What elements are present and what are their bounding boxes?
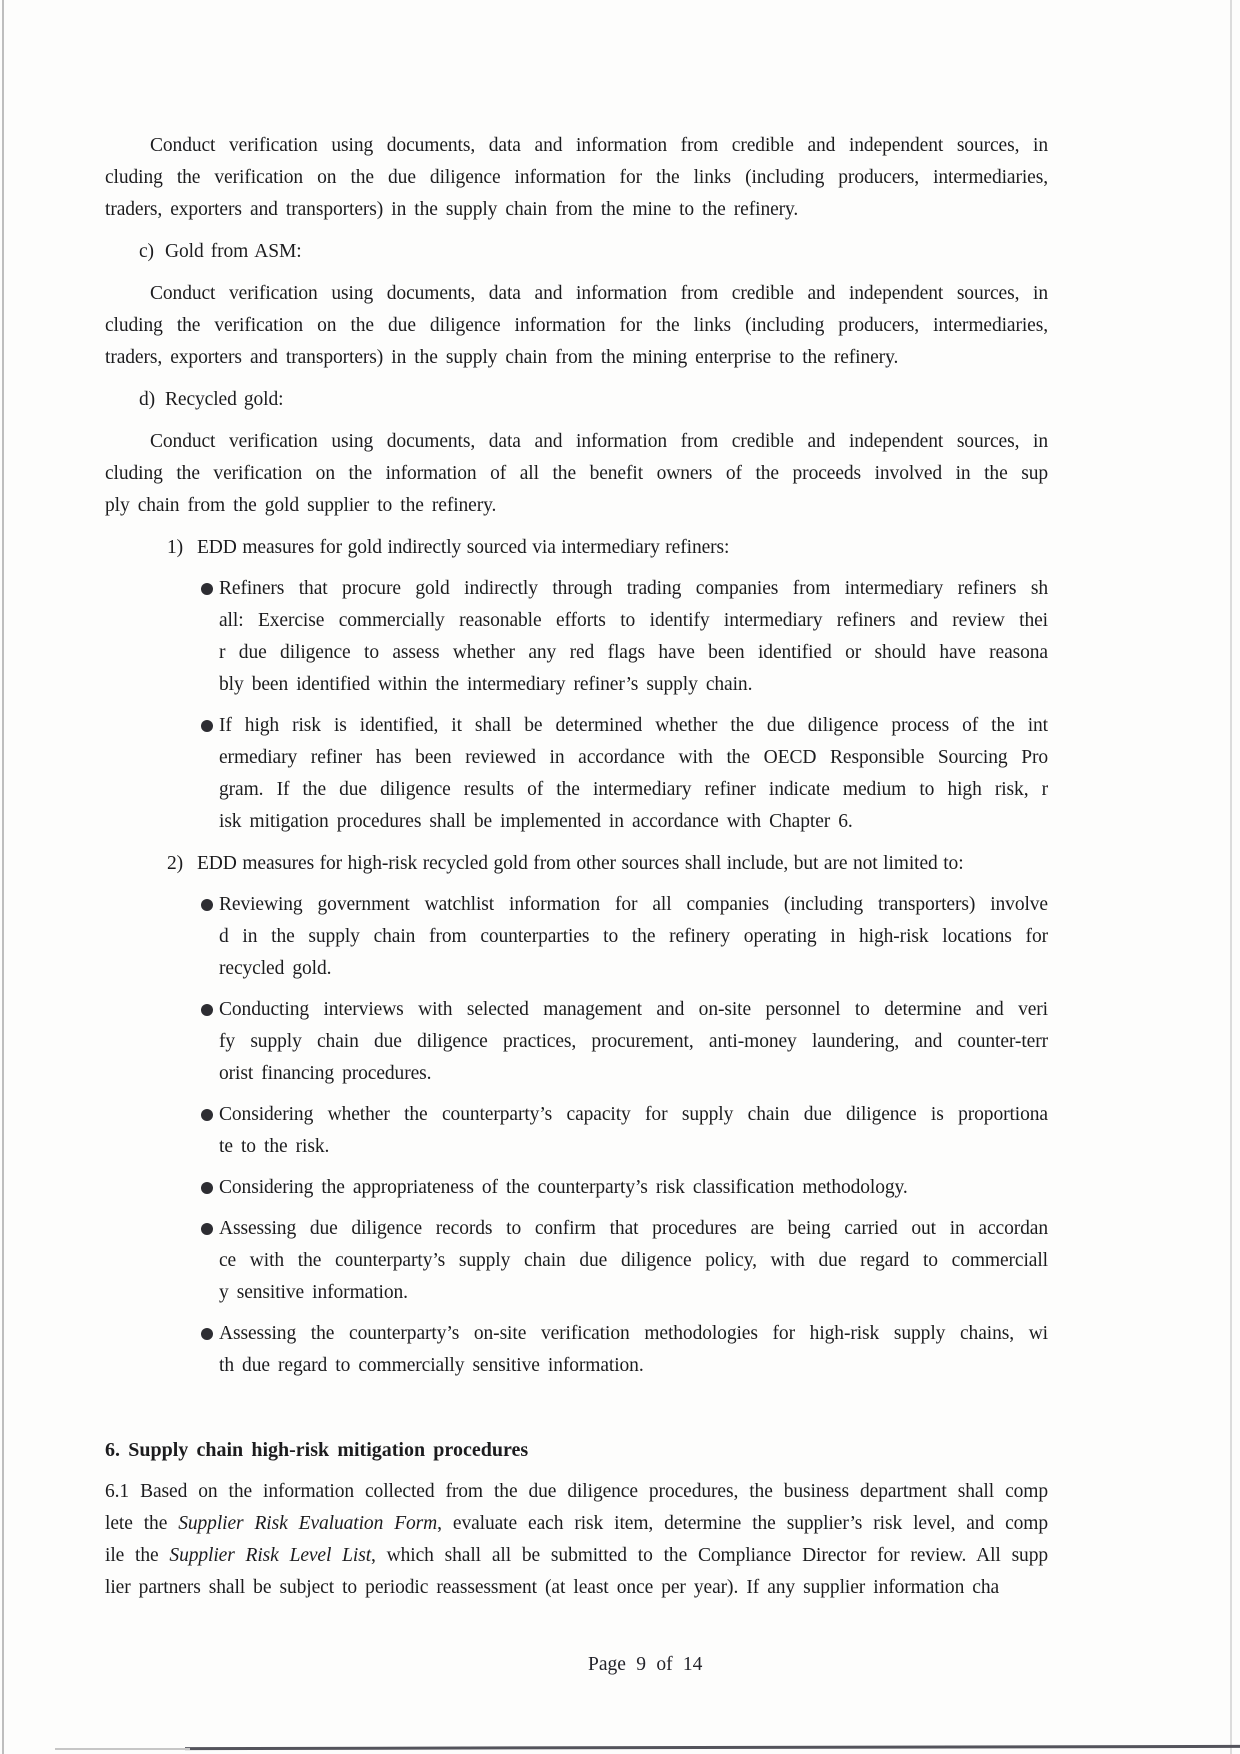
text-line bbox=[105, 1476, 1048, 1508]
text-line: bly been identified within the intermediary refiner’s supply chain. bbox=[219, 674, 753, 695]
text-line: te to the risk. bbox=[219, 1136, 330, 1157]
text-line: Assessing due diligence records to confirm that procedures are being carried out in accordan bbox=[219, 1218, 1048, 1239]
text-segment: , evaluate each risk item, determine the supplier’s risk level, and comp bbox=[437, 1513, 1048, 1534]
text-line: Conducting interviews with selected management and on-site personnel to determine and veri bbox=[219, 999, 1048, 1020]
bullet-list-item bbox=[105, 1099, 1048, 1163]
page-number: Page 9 of 14 bbox=[588, 1654, 703, 1675]
list-item-label: 1) bbox=[167, 537, 184, 558]
text-line: If high risk is identified, it shall be determined whether the due diligence process of the int bbox=[219, 715, 1048, 736]
list-item-text: Recycled gold: bbox=[165, 389, 284, 410]
bullet-list-item bbox=[105, 1172, 1048, 1204]
text-segment: lier partners shall be subject to periodic reassessment (at least once per year). If any supplier information cha bbox=[105, 1577, 1000, 1598]
text-segment: ile the bbox=[105, 1545, 170, 1566]
bullet-icon bbox=[201, 899, 213, 911]
bullet-icon bbox=[201, 1109, 213, 1121]
bullet-icon bbox=[201, 1182, 213, 1194]
page-left-edge-shadow bbox=[2, 0, 4, 1754]
page-right-edge-shadow bbox=[1230, 0, 1232, 1754]
text-segment: 6.1 Based on the information collected from the due diligence procedures, the business department shall comp bbox=[105, 1481, 1048, 1502]
text-line: cluding the verification on the due diligence information for the links (including producers, intermediaries, bbox=[105, 315, 1048, 336]
bullet-icon bbox=[201, 1223, 213, 1235]
document-body bbox=[105, 130, 1048, 1604]
text-line bbox=[105, 1572, 1048, 1604]
bullet-list-item bbox=[105, 573, 1048, 701]
text-line: y sensitive information. bbox=[219, 1282, 408, 1303]
numbered-list-item bbox=[167, 532, 1048, 564]
section-heading-text: 6. Supply chain high-risk mitigation procedures bbox=[105, 1439, 529, 1461]
text-line: traders, exporters and transporters) in the supply chain from the mine to the refinery. bbox=[105, 199, 799, 220]
letter-list-item bbox=[139, 236, 1048, 268]
text-line: cluding the verification on the information of all the benefit owners of the proceeds involved in the sup bbox=[105, 463, 1048, 484]
bullet-list-item bbox=[105, 1213, 1048, 1309]
letter-list-item bbox=[139, 384, 1048, 416]
list-item-label: d) bbox=[139, 389, 156, 410]
paragraph bbox=[105, 278, 1048, 374]
text-line: Conduct verification using documents, data and information from credible and independent sources, in bbox=[150, 283, 1048, 304]
section-heading bbox=[105, 1434, 1048, 1466]
bullet-list-item bbox=[105, 889, 1048, 985]
bullet-icon bbox=[201, 720, 213, 732]
list-item-label: c) bbox=[139, 241, 154, 262]
text-line: Reviewing government watchlist information for all companies (including transporters) involve bbox=[219, 894, 1048, 915]
bullet-list-item bbox=[105, 994, 1048, 1090]
text-line: th due regard to commercially sensitive information. bbox=[219, 1355, 644, 1376]
paragraph bbox=[105, 426, 1048, 522]
text-segment: , which shall all be submitted to the Compliance Director for review. All supp bbox=[371, 1545, 1049, 1566]
bullet-icon bbox=[201, 1004, 213, 1016]
bullet-list-item bbox=[105, 710, 1048, 838]
italic-document-title: Supplier Risk Evaluation Form bbox=[178, 1513, 438, 1534]
text-line: ermediary refiner has been reviewed in accordance with the OECD Responsible Sourcing Pro bbox=[219, 747, 1048, 768]
text-line: all: Exercise commercially reasonable efforts to identify intermediary refiners and review thei bbox=[219, 610, 1048, 631]
text-line: Considering the appropriateness of the counterparty’s risk classification methodology. bbox=[219, 1177, 908, 1198]
list-item-label: 2) bbox=[167, 853, 184, 874]
italic-document-title: Supplier Risk Level List bbox=[169, 1545, 372, 1566]
text-line: traders, exporters and transporters) in the supply chain from the mining enterprise to the refinery. bbox=[105, 347, 899, 368]
bullet-icon bbox=[201, 583, 213, 595]
bullet-list-item bbox=[105, 1318, 1048, 1382]
list-item-text: Gold from ASM: bbox=[165, 241, 302, 262]
text-line: recycled gold. bbox=[219, 958, 332, 979]
list-item-text: EDD measures for gold indirectly sourced via intermediary refiners: bbox=[197, 537, 730, 558]
paragraph bbox=[105, 130, 1048, 226]
text-line bbox=[105, 1508, 1048, 1540]
text-line: Assessing the counterparty’s on-site verification methodologies for high-risk supply chains, wi bbox=[219, 1323, 1048, 1344]
numbered-list-item bbox=[167, 848, 1048, 880]
text-line: gram. If the due diligence results of the intermediary refiner indicate medium to high risk, r bbox=[219, 779, 1048, 800]
text-line: ply chain from the gold supplier to the refinery. bbox=[105, 495, 497, 516]
text-line: Conduct verification using documents, data and information from credible and independent sources, in bbox=[150, 135, 1048, 156]
text-line: fy supply chain due diligence practices, procurement, anti-money laundering, and counter-terr bbox=[219, 1031, 1048, 1052]
page-bottom-edge-shadow-faint bbox=[55, 1748, 190, 1750]
page-bottom-edge-shadow bbox=[185, 1745, 1240, 1750]
text-line: Conduct verification using documents, data and information from credible and independent sources, in bbox=[150, 431, 1048, 452]
text-line: Refiners that procure gold indirectly through trading companies from intermediary refiners sh bbox=[219, 578, 1048, 599]
text-line: isk mitigation procedures shall be implemented in accordance with Chapter 6. bbox=[219, 811, 853, 832]
text-line: ce with the counterparty’s supply chain due diligence policy, with due regard to commerciall bbox=[219, 1250, 1048, 1271]
text-line: orist financing procedures. bbox=[219, 1063, 432, 1084]
text-line bbox=[105, 1540, 1048, 1572]
text-line: cluding the verification on the due diligence information for the links (including producers, intermediaries, bbox=[105, 167, 1048, 188]
bullet-icon bbox=[201, 1328, 213, 1340]
text-segment: lete the bbox=[105, 1513, 179, 1534]
paragraph bbox=[105, 1476, 1048, 1604]
text-line: d in the supply chain from counterparties to the refinery operating in high-risk locations for bbox=[219, 926, 1048, 947]
text-line: Considering whether the counterparty’s capacity for supply chain due diligence is proportiona bbox=[219, 1104, 1048, 1125]
list-item-text: EDD measures for high-risk recycled gold from other sources shall include, but are not limited to: bbox=[197, 853, 964, 874]
text-line: r due diligence to assess whether any red flags have been identified or should have reasona bbox=[219, 642, 1048, 663]
